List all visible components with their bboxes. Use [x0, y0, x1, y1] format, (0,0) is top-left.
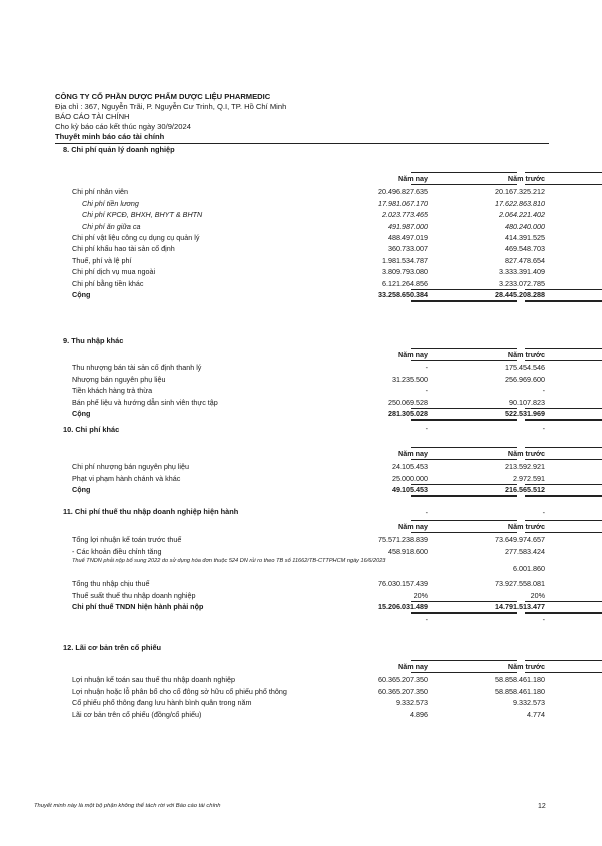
column-rule: [525, 348, 602, 349]
line-item: [72, 698, 562, 709]
current-year-value: 20.496.827.635: [378, 187, 428, 197]
row-label: Lợi nhuận hoặc lỗ phân bổ cho cổ đông sở hữu cổ phiếu phổ thông: [72, 686, 287, 696]
row-label: Thuế, phí và lệ phí: [72, 255, 132, 265]
header-rule: [55, 143, 549, 144]
prior-year-value: 58.858.461.180: [495, 675, 545, 685]
current-year-value: -: [425, 424, 428, 433]
column-rule: [525, 172, 602, 173]
current-year-value: 60.365.207.350: [378, 686, 428, 696]
column-rule: [411, 520, 517, 521]
column-header-prior: Năm trước: [507, 449, 545, 458]
row-label: Tổng thu nhập chịu thuế: [72, 579, 150, 589]
line-item: [72, 267, 562, 278]
report-period: Cho kỳ báo cáo kết thúc ngày 30/9/2024: [55, 122, 191, 131]
line-item: [72, 233, 562, 244]
line-item: [72, 386, 562, 397]
column-rule: [411, 660, 517, 661]
current-year-value: 9.332.573: [396, 698, 428, 708]
prior-year-value: 277.583.424: [505, 546, 545, 556]
current-year-value: 15.206.031.489: [378, 602, 428, 611]
line-item: [72, 398, 562, 409]
current-year-value: 458.918.600: [388, 546, 428, 556]
current-year-value: 281.305.028: [388, 409, 428, 418]
current-year-value: -: [425, 615, 428, 625]
row-label: Tiền khách hàng trả thừa: [72, 386, 153, 396]
current-year-value: 76.030.157.439: [378, 579, 428, 589]
row-label: Chi phí bằng tiền khác: [72, 278, 144, 288]
row-label: Chi phí thuế TNDN hiện hành phải nộp: [72, 602, 204, 611]
row-label: Thuế suất thuế thu nhập doanh nghiệp: [72, 590, 196, 600]
row-label: Chi phí ăn giữa ca: [82, 221, 141, 231]
current-year-value: 488.497.019: [388, 233, 428, 242]
line-item: [72, 244, 562, 255]
prior-year-value: -: [542, 508, 545, 517]
prior-year-value: 480.240.000: [505, 221, 545, 231]
section-title: 9. Thu nhập khác: [63, 336, 124, 345]
footer-note: Thuyết minh này là một bộ phận không thể tách rời với Báo cáo tài chính: [34, 803, 221, 809]
current-year-value: 25.000.000: [392, 473, 428, 483]
row-label: Chi phí dịch vụ mua ngoài: [72, 267, 156, 277]
row-label: Cộng: [72, 409, 91, 418]
column-rule: [411, 447, 517, 448]
prior-year-value: 28.445.208.288: [495, 290, 545, 299]
column-header-current: Năm nay: [398, 522, 428, 531]
prior-year-value: -: [542, 386, 545, 396]
row-label: Chi phí nhân viên: [72, 187, 128, 197]
prior-year-value: 4.774: [527, 709, 545, 719]
section-dash-row: [72, 615, 562, 626]
current-year-value: -: [425, 386, 428, 396]
line-item: [72, 547, 562, 558]
current-year-value: 60.365.207.350: [378, 675, 428, 685]
line-item: [72, 363, 562, 374]
total-double-rule: [525, 612, 602, 614]
prior-year-value: 2.064.221.402: [499, 210, 545, 220]
line-item: [72, 462, 562, 473]
row-label: Chi phí tiền lương: [82, 198, 139, 208]
line-item: [72, 279, 562, 290]
sub-line-item: [72, 199, 562, 210]
row-label: Cổ phiếu phổ thông đang lưu hành bình quân trong năm: [72, 698, 252, 708]
column-rule: [411, 532, 517, 533]
total-double-rule: [525, 300, 602, 302]
section-title: 11. Chi phí thuế thu nhập doanh nghiệp hiện hành: [63, 507, 239, 516]
current-year-value: 6.121.264.856: [382, 278, 428, 288]
row-label: Phạt vi phạm hành chánh và khác: [72, 473, 181, 483]
row-label: Thuế TNDN phải nộp bổ sung 2022 do sử dụng hóa đơn thuộc 524 DN rủi ro theo TB số 11662/TB-CTTPHCM ngày 16/6/2023: [72, 558, 386, 565]
company-name: CÔNG TY CỔ PHẦN DƯỢC PHẨM DƯỢC LIỆU PHARMEDIC: [55, 92, 271, 101]
current-year-value: 33.258.650.384: [378, 290, 428, 299]
current-year-value: 49.105.453: [392, 485, 428, 495]
total-double-rule: [411, 419, 517, 421]
prior-year-value: 73.649.974.657: [495, 535, 545, 545]
total-double-rule: [411, 300, 517, 302]
sub-line-item: [72, 222, 562, 233]
current-year-value: 31.235.500: [392, 374, 428, 384]
row-label: Chi phí vật liệu công cụ dụng cụ quản lý: [72, 233, 200, 242]
prior-year-value: 73.927.558.081: [495, 579, 545, 589]
current-year-value: 250.069.528: [388, 397, 428, 407]
prior-year-value: 469.548.703: [505, 244, 545, 254]
current-year-value: 3.809.793.080: [382, 267, 428, 277]
total-double-rule: [411, 495, 517, 497]
column-header-prior: Năm trước: [507, 662, 545, 671]
prior-year-value: 213.592.921: [505, 462, 545, 472]
line-item: [72, 375, 562, 386]
current-year-value: -: [425, 508, 428, 517]
row-label: Chi phí nhượng bán nguyên phụ liệu: [72, 462, 190, 472]
current-year-value: 2.023.773.465: [382, 210, 428, 220]
column-rule: [525, 184, 602, 185]
row-label: Thu nhượng bán tài sản cố định thanh lý: [72, 363, 202, 373]
total-double-rule: [525, 495, 602, 497]
total-double-rule: [525, 419, 602, 421]
section-dash-row: [72, 424, 562, 435]
column-rule: [525, 447, 602, 448]
line-item: [72, 591, 562, 602]
row-label: Cộng: [72, 290, 91, 299]
current-year-value: 360.733.007: [388, 244, 428, 254]
column-rule: [411, 172, 517, 173]
column-rule: [411, 360, 517, 361]
column-rule: [411, 184, 517, 185]
total-double-rule: [411, 612, 517, 614]
current-year-value: 491.987.000: [388, 221, 428, 231]
row-label: Chi phí khấu hao tài sản cố định: [72, 244, 175, 254]
current-year-value: 20%: [413, 590, 428, 600]
page-number: 12: [538, 803, 546, 810]
row-label: - Các khoản điều chỉnh tăng: [72, 546, 162, 556]
section-title: 8. Chi phí quản lý doanh nghiệp: [63, 145, 175, 154]
prior-year-value: 175.454.546: [505, 363, 545, 373]
column-header-prior: Năm trước: [507, 522, 545, 531]
prior-year-value: 216.565.512: [505, 485, 545, 495]
line-item: [72, 558, 562, 578]
current-year-value: 1.981.534.787: [382, 255, 428, 265]
line-item: [72, 474, 562, 485]
prior-year-value: 3.333.391.409: [499, 267, 545, 277]
column-rule: [411, 348, 517, 349]
current-year-value: -: [425, 363, 428, 373]
column-header-prior: Năm trước: [507, 350, 545, 359]
row-label: Bán phế liệu và hướng dẫn sinh viên thực tập: [72, 397, 218, 407]
prior-year-value: 90.107.823: [509, 397, 545, 407]
column-rule: [525, 360, 602, 361]
prior-year-value: -: [542, 615, 545, 625]
prior-year-value: 522.531.969: [505, 409, 545, 418]
column-header-current: Năm nay: [398, 449, 428, 458]
current-year-value: 75.571.238.839: [378, 535, 428, 545]
prior-year-value: 827.478.654: [505, 255, 545, 265]
prior-year-value: 14.791.513.477: [495, 602, 545, 611]
prior-year-value: 256.969.600: [505, 374, 545, 384]
column-rule: [525, 672, 602, 673]
column-rule: [525, 459, 602, 460]
line-item: [72, 256, 562, 267]
section-title: 10. Chi phí khác: [63, 425, 120, 434]
row-label: Chi phí KPCĐ, BHXH, BHYT & BHTN: [82, 210, 203, 220]
row-label: Cộng: [72, 485, 91, 495]
prior-year-value: 20%: [530, 590, 545, 600]
prior-year-value: -: [542, 424, 545, 433]
column-rule: [525, 660, 602, 661]
current-year-value: 24.105.453: [392, 462, 428, 472]
row-label: Nhượng bán nguyên phụ liệu: [72, 374, 166, 384]
column-rule: [525, 520, 602, 521]
current-year-value: 4.896: [410, 709, 428, 719]
current-year-value: 17.981.067.170: [378, 198, 428, 208]
company-address: Địa chỉ : 367, Nguyễn Trãi, P. Nguyễn Cư Trinh, Q.I, TP. Hồ Chí Minh: [55, 102, 287, 111]
prior-year-value: 58.858.461.180: [495, 686, 545, 696]
line-item: [72, 579, 562, 590]
line-item: [72, 675, 562, 686]
row-label: Lãi cơ bản trên cổ phiếu (đồng/cổ phiếu): [72, 709, 202, 719]
notes-title: Thuyết minh báo cáo tài chính: [55, 132, 165, 141]
section-title: 12. Lãi cơ bản trên cổ phiếu: [63, 643, 162, 652]
column-header-current: Năm nay: [398, 350, 428, 359]
prior-year-value: 17.622.863.810: [495, 198, 545, 208]
prior-year-value: 3.233.072.785: [499, 278, 545, 288]
row-label: Tổng lợi nhuận kế toán trước thuế: [72, 535, 182, 545]
report-title: BÁO CÁO TÀI CHÍNH: [55, 112, 130, 121]
column-rule: [411, 672, 517, 673]
line-item: [72, 710, 562, 721]
line-item: [72, 535, 562, 546]
section-dash-row: [72, 508, 562, 519]
prior-year-value: 9.332.573: [513, 698, 545, 708]
column-rule: [525, 532, 602, 533]
line-item: [72, 187, 562, 198]
column-header-current: Năm nay: [398, 174, 428, 183]
column-header-prior: Năm trước: [507, 174, 545, 183]
column-header-current: Năm nay: [398, 662, 428, 671]
prior-year-value: 414.391.525: [505, 233, 545, 242]
prior-year-value: 6.001.860: [513, 564, 545, 574]
column-rule: [411, 459, 517, 460]
sub-line-item: [72, 210, 562, 221]
row-label: Lợi nhuận kế toán sau thuế thu nhập doanh nghiệp: [72, 675, 235, 685]
prior-year-value: 2.972.591: [513, 473, 545, 483]
line-item: [72, 687, 562, 698]
prior-year-value: 20.167.325.212: [495, 187, 545, 197]
